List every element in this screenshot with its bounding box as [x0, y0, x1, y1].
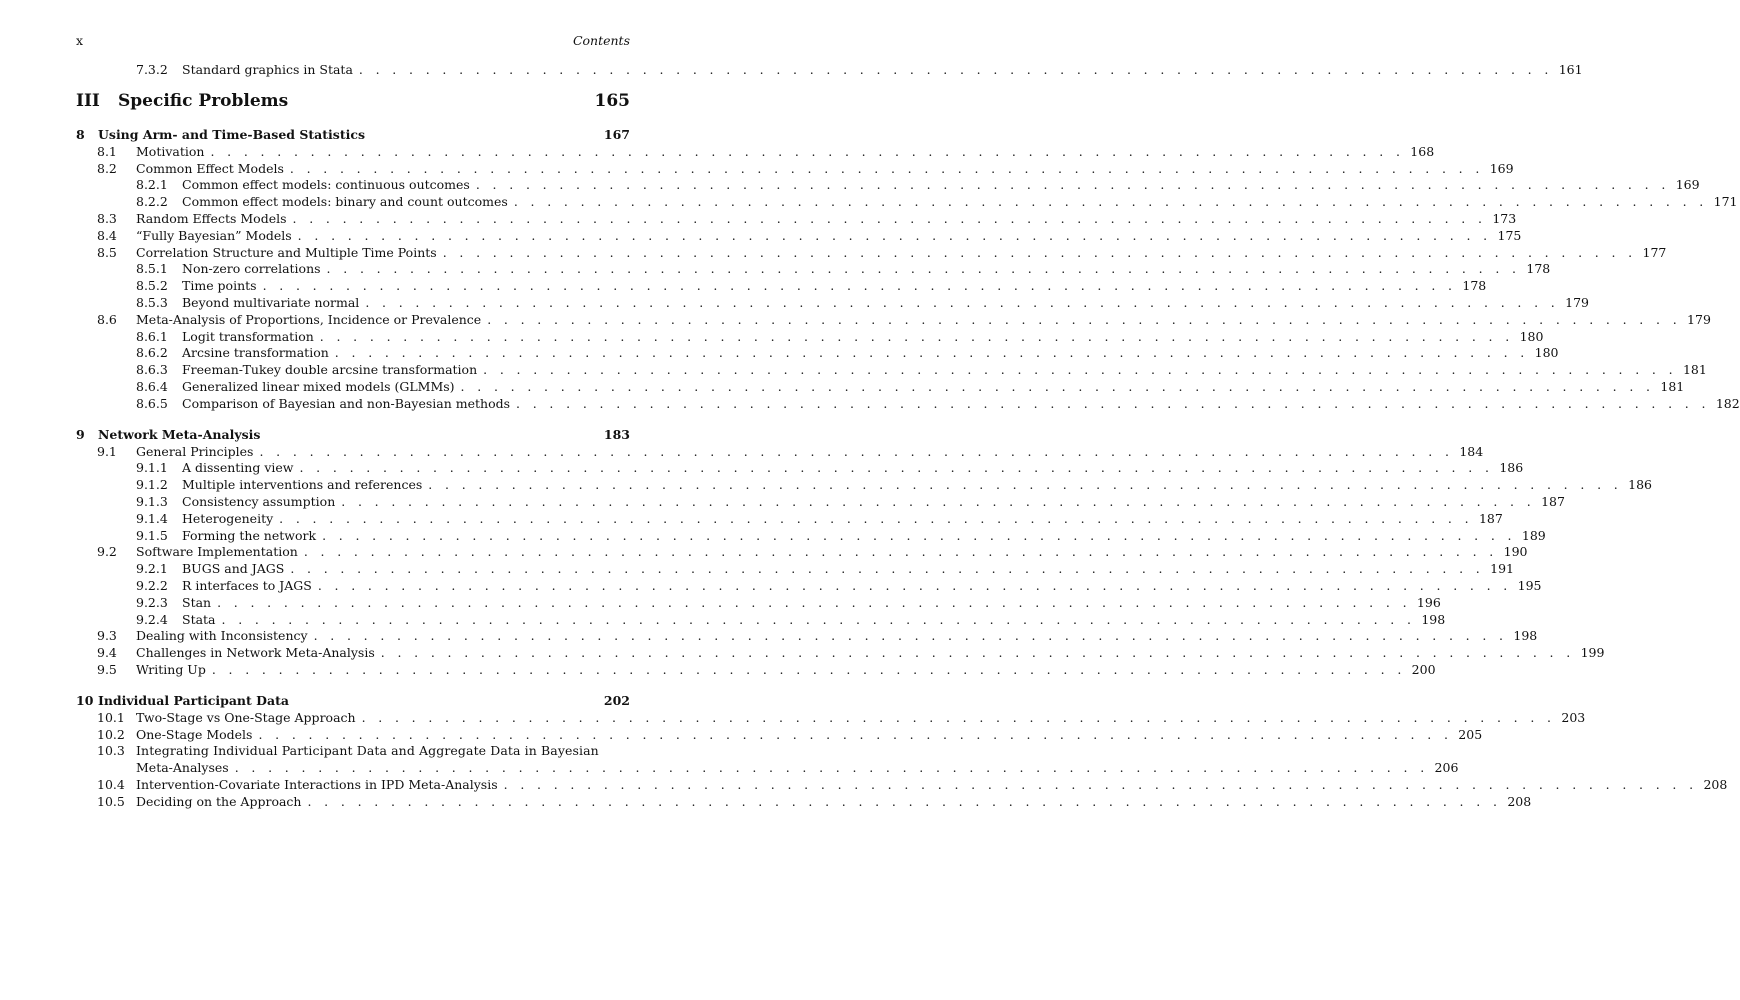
toc-entry-number: 10.5	[97, 793, 125, 809]
dot-leader: . . . . . . . . . . . . . . . . . . . . . . . . . . . . . . . . . . . . . . . . . . . . . . . . . . . . . . . . . . . . . . . . . . . . . . . .	[317, 577, 1512, 593]
dot-leader: . . . . . . . . . . . . . . . . . . . . . . . . . . . . . . . . . . . . . . . . . . . . . . . . . . . . . . . . . . . . . . . . . . . . . . . .	[442, 244, 1637, 260]
toc-entry-page: 190	[1503, 544, 1528, 560]
dot-leader: . . . . . . . . . . . . . . . . . . . . . . . . . . . . . . . . . . . . . . . . . . . . . . . . . . . . . . . . . . . . . . . . . . . . . . . .	[289, 160, 1484, 176]
toc-entry-number: 8.4	[97, 227, 117, 243]
toc-entry-number: 9.2.4	[136, 611, 168, 627]
toc-entry-section	[76, 743, 1459, 777]
toc-entry-page: 206	[1434, 760, 1459, 776]
dot-leader: . . . . . . . . . . . . . . . . . . . . . . . . . . . . . . . . . . . . . . . . . . . . . . . . . . . . . . . . . . . . . . . . . . . . . . . .	[211, 661, 1406, 677]
dot-leader: . . . . . . . . . . . . . . . . . . . . . . . . . . . . . . . . . . . . . . . . . . . . . . . . . . . . . . . . . . . . . . . . . . . . . . . .	[319, 328, 1514, 344]
toc-entry-number: 9.2.1	[136, 561, 168, 577]
dot-leader: . . . . . . . . . . . . . . . . . . . . . . . . . . . . . . . . . . . . . . . . . . . . . . . . . . . . . . . . . . . . . . . . . . . . . . . .	[313, 628, 1508, 644]
toc-entry-page: 208	[1703, 776, 1728, 792]
toc-entry-number: 8.5.3	[136, 294, 168, 310]
dot-leader: . . . . . . . . . . . . . . . . . . . . . . . . . . . . . . . . . . . . . . . . . . . . . . . . . . . . . . . . . . . . . . . . . . . . . . . .	[460, 378, 1655, 394]
dot-leader: . . . . . . . . . . . . . . . . . . . . . . . . . . . . . . . . . . . . . . . . . . . . . . . . . . . . . . . . . . . . . . . . . . . . . . . .	[361, 709, 1556, 725]
toc-entry-subsection	[76, 345, 1559, 362]
dot-leader: . . . . . . . . . . . . . . . . . . . . . . . . . . . . . . . . . . . . . . . . . . . . . . . . . . . . . . . . . . . . . . . . . . . . . . . .	[380, 645, 1575, 661]
toc-entry-page: 183	[603, 426, 630, 442]
toc-entry-title: Intervention-Covariate Interactions in IPD Meta-Analysis	[136, 776, 498, 792]
toc-entry-number: 9.1.3	[136, 493, 168, 509]
toc-entry-title: One-Stage Models	[136, 726, 253, 742]
toc-entry-page: 181	[1682, 362, 1707, 378]
toc-entry-page: 198	[1513, 628, 1538, 644]
toc-entry-title: Stan	[182, 594, 212, 610]
dot-leader: . . . . . . . . . . . . . . . . . . . . . . . . . . . . . . . . . . . . . . . . . . . . . . . . . . . . . . . . . . . . . . . . . . . . . . . .	[326, 261, 1521, 277]
toc-entry-title: Comparison of Bayesian and non-Bayesian methods	[182, 395, 511, 411]
toc-entry-title: Using Arm- and Time-Based Statistics	[98, 126, 365, 142]
dot-leader: . . . . . . . . . . . . . . . . . . . . . . . . . . . . . . . . . . . . . . . . . . . . . . . . . . . . . . . . . . . . . . . . . . . . . . . .	[428, 477, 1623, 493]
page-number-roman: x	[76, 33, 84, 48]
toc-entry-subsection	[76, 294, 1589, 312]
toc-entry-page: 198	[1421, 611, 1446, 627]
dot-leader: . . . . . . . . . . . . . . . . . . . . . . . . . . . . . . . . . . . . . . . . . . . . . . . . . . . . . . . . . . . . . . . . . . . . . . . .	[334, 345, 1529, 361]
toc-entry-section	[76, 443, 1484, 461]
toc-entry-subsection	[76, 460, 1524, 477]
toc-entry-page: 180	[1519, 328, 1544, 344]
toc-entry-page: 175	[1497, 227, 1522, 243]
dot-leader: . . . . . . . . . . . . . . . . . . . . . . . . . . . . . . . . . . . . . . . . . . . . . . . . . . . . . . . . . . . . . . . . . . . . . . . .	[475, 177, 1670, 193]
toc-entry-page: 187	[1478, 510, 1503, 526]
toc-entry-number: 8.5	[97, 244, 117, 260]
toc-entry-page: 195	[1517, 577, 1542, 593]
toc-entry-page: 169	[1489, 160, 1514, 176]
toc-entry-title: Random Effects Models	[136, 210, 287, 226]
toc-entry-number: 8.6.4	[136, 378, 168, 394]
toc-entry-page: 181	[1660, 378, 1685, 394]
dot-leader: . . . . . . . . . . . . . . . . . . . . . . . . . . . . . . . . . . . . . . . . . . . . . . . . . . . . . . . . . . . . . . . . . . . . . . . .	[516, 395, 1710, 411]
toc-entry-number: 9.4	[97, 645, 117, 661]
toc-entry-page: 165	[594, 90, 630, 111]
toc-entry-section	[76, 143, 1435, 161]
toc-entry-number: 9.1.4	[136, 510, 168, 526]
toc-entry-title: Standard graphics in Stata	[182, 62, 353, 77]
toc-entry-title: R interfaces to JAGS	[182, 577, 312, 593]
toc-entry-title: Time points	[182, 278, 257, 294]
dot-leader: . . . . . . . . . . . . . . . . . . . . . . . . . . . . . . . . . . . . . . . . . . . . . . . . . . . . . . . . . . . . . . . . . . . . . . . .	[210, 143, 1405, 159]
toc-entry-section	[76, 160, 1514, 178]
toc-entry-section	[76, 210, 1517, 228]
toc-entry-number: 8.6.1	[136, 328, 168, 344]
toc-entry-number: 9.1.1	[136, 460, 168, 476]
toc-entry-title: Network Meta-Analysis	[98, 426, 261, 442]
toc-entry-number: 9.2	[97, 544, 117, 560]
toc-entry-subsection	[76, 378, 1685, 396]
toc-entry-title: Dealing with Inconsistency	[136, 628, 308, 644]
toc-entry-number: III	[76, 90, 100, 111]
toc-entry-subsection	[76, 194, 1738, 211]
dot-leader: . . . . . . . . . . . . . . . . . . . . . . . . . . . . . . . . . . . . . . . . . . . . . . . . . . . . . . . . . . . . . . . . . . . . . . . .	[221, 611, 1416, 627]
toc-entry-title: Beyond multivariate normal	[182, 294, 360, 310]
toc-entry-subsection	[76, 477, 1652, 494]
toc-entry-title: Software Implementation	[136, 544, 298, 560]
toc-entry-page: 203	[1561, 709, 1586, 725]
toc-entry-subsection	[76, 261, 1551, 278]
toc-entry-title: Freeman-Tukey double arcsine transformation	[182, 362, 478, 378]
toc-entry-page: 171	[1713, 194, 1738, 210]
toc-entry-section	[76, 311, 1711, 329]
toc-entry-subsection	[76, 328, 1544, 346]
toc-entry-number: 8.2	[97, 160, 117, 176]
toc-entry-section	[76, 544, 1528, 561]
dot-leader: . . . . . . . . . . . . . . . . . . . . . . . . . . . . . . . . . . . . . . . . . . . . . . . . . . . . . . . . . . . . . . . . . . . . . . . .	[292, 210, 1487, 226]
page-header	[76, 33, 630, 49]
toc-entry-title: BUGS and JAGS	[182, 561, 285, 577]
toc-entry-number: 9.1	[97, 443, 117, 459]
toc-entry-title: Consistency assumption	[182, 493, 336, 509]
toc-entry-subsection	[76, 594, 1441, 612]
toc-entry-title: Individual Participant Data	[98, 692, 289, 708]
dot-leader: . . . . . . . . . . . . . . . . . . . . . . . . . . . . . . . . . . . . . . . . . . . . . . . . . . . . . . . . . . . . . . . . . . . . . . . .	[483, 362, 1677, 378]
toc-entry-number: 10.2	[97, 726, 125, 742]
toc-entry-title: Two-Stage vs One-Stage Approach	[136, 709, 356, 725]
toc-entry-number: 8.5.2	[136, 278, 168, 294]
dot-leader: . . . . . . . . . . . . . . . . . . . . . . . . . . . . . . . . . . . . . . . . . . . . . . . . . . . . . . . . . . . . . . . . . . . . . . . .	[503, 776, 1698, 792]
toc-entry-title: Arcsine transformation	[182, 345, 329, 361]
toc-entry-page: 186	[1628, 477, 1652, 493]
toc-entry-page: 169	[1675, 177, 1700, 193]
toc-entry-number: 10.3	[97, 743, 125, 759]
toc-entry-page: 179	[1687, 311, 1711, 327]
toc-entry-title: Logit transformation	[182, 328, 314, 344]
toc-entry-section	[76, 628, 1538, 645]
toc-chapter-heading	[76, 126, 630, 144]
dot-leader: . . . . . . . . . . . . . . . . . . . . . . . . . . . . . . . . . . . . . . . . . . . . . . . . . . . . . . . . . . . . . . . . . . . . . . . .	[513, 194, 1708, 210]
dot-leader: . . . . . . . . . . . . . . . . . . . . . . . . . . . . . . . . . . . . . . . . . . . . . . . . . . . . . . . . . . . . . . . . . . . . . . . .	[365, 294, 1560, 310]
toc-entry-section	[76, 244, 1667, 262]
toc-entry-page: 196	[1416, 594, 1441, 610]
toc-entry-page: 178	[1526, 261, 1551, 277]
toc-entry-page: 177	[1642, 244, 1667, 260]
toc-entry-title: Specific Problems	[118, 90, 289, 111]
toc-entry-page: 168	[1410, 143, 1435, 159]
toc-entry-section	[76, 709, 1586, 727]
dot-leader: . . . . . . . . . . . . . . . . . . . . . . . . . . . . . . . . . . . . . . . . . . . . . . . . . . . . . . . . . . . . . . . . . . . . . . . .	[341, 493, 1536, 509]
toc-entry-page: 186	[1499, 460, 1524, 476]
dot-leader: . . . . . . . . . . . . . . . . . . . . . . . . . . . . . . . . . . . . . . . . . . . . . . . . . . . . . . . . . . . . . . . . . . . . . . . .	[358, 62, 1553, 77]
toc-entry-page: 182	[1715, 395, 1740, 411]
toc-entry-number: 7.3.2	[136, 62, 168, 77]
dot-leader: . . . . . . . . . . . . . . . . . . . . . . . . . . . . . . . . . . . . . . . . . . . . . . . . . . . . . . . . . . . . . . . . . . . . . . . .	[307, 793, 1502, 809]
toc-entry-number: 9.3	[97, 628, 117, 644]
dot-leader: . . . . . . . . . . . . . . . . . . . . . . . . . . . . . . . . . . . . . . . . . . . . . . . . . . . . . . . . . . . . . . . . . . . . . . . .	[259, 443, 1454, 459]
toc-entry-subsection	[76, 611, 1446, 629]
dot-leader: . . . . . . . . . . . . . . . . . . . . . . . . . . . . . . . . . . . . . . . . . . . . . . . . . . . . . . . . . . . . . . . . . . . . . . . .	[290, 561, 1485, 577]
dot-leader: . . . . . . . . . . . . . . . . . . . . . . . . . . . . . . . . . . . . . . . . . . . . . . . . . . . . . . . . . . . . . . . . . . . . . . . .	[234, 760, 1429, 776]
toc-entry-title: A dissenting view	[182, 460, 294, 476]
toc-entry-page: 167	[603, 126, 630, 142]
toc-entry-title: Multiple interventions and references	[182, 477, 423, 493]
toc-entry-number: 8.6.3	[136, 362, 168, 378]
table-of-contents	[76, 62, 1740, 810]
dot-leader: . . . . . . . . . . . . . . . . . . . . . . . . . . . . . . . . . . . . . . . . . . . . . . . . . . . . . . . . . . . . . . . . . . . . . . . .	[279, 510, 1473, 526]
toc-entry-number: 9	[76, 426, 85, 442]
toc-chapter-heading	[76, 692, 630, 710]
dot-leader: . . . . . . . . . . . . . . . . . . . . . . . . . . . . . . . . . . . . . . . . . . . . . . . . . . . . . . . . . . . . . . . . . . . . . . . .	[258, 726, 1453, 742]
toc-entry-title: Challenges in Network Meta-Analysis	[136, 645, 375, 661]
toc-entry-page: 179	[1565, 294, 1589, 310]
toc-entry-page: 189	[1521, 527, 1546, 543]
toc-entry-number: 8.2.1	[136, 177, 168, 193]
toc-entry-section	[76, 661, 1436, 679]
dot-leader: . . . . . . . . . . . . . . . . . . . . . . . . . . . . . . . . . . . . . . . . . . . . . . . . . . . . . . . . . . . . . . . . . . . . . . . .	[487, 311, 1682, 327]
toc-entry-page: 205	[1458, 726, 1483, 742]
toc-chapter-heading	[76, 426, 630, 444]
toc-entry-title: Non-zero correlations	[182, 261, 321, 277]
toc-entry-subsection	[76, 62, 1583, 79]
toc-entry-number: 8.1	[97, 143, 117, 159]
toc-entry-subsection	[76, 278, 1487, 295]
toc-entry-number: 9.1.5	[136, 527, 168, 543]
dot-leader: . . . . . . . . . . . . . . . . . . . . . . . . . . . . . . . . . . . . . . . . . . . . . . . . . . . . . . . . . . . . . . . . . . . . . . . .	[303, 544, 1498, 560]
toc-entry-number: 9.5	[97, 661, 117, 677]
toc-entry-number: 8.3	[97, 210, 117, 226]
toc-entry-subsection	[76, 362, 1707, 379]
toc-entry-section	[76, 227, 1522, 245]
toc-entry-page: 202	[603, 692, 630, 708]
toc-entry-subsection	[76, 527, 1546, 545]
toc-entry-title: Meta-Analysis of Proportions, Incidence or Prevalence	[136, 311, 482, 327]
toc-entry-subsection	[76, 510, 1503, 528]
toc-entry-number: 8.5.1	[136, 261, 168, 277]
toc-entry-section	[76, 776, 1728, 794]
toc-entry-section	[76, 645, 1605, 662]
toc-entry-title: Correlation Structure and Multiple Time Points	[136, 244, 437, 260]
toc-entry-section	[76, 726, 1483, 744]
toc-entry-page: 180	[1534, 345, 1559, 361]
toc-entry-title: General Principles	[136, 443, 254, 459]
toc-entry-number: 8.6	[97, 311, 117, 327]
dot-leader: . . . . . . . . . . . . . . . . . . . . . . . . . . . . . . . . . . . . . . . . . . . . . . . . . . . . . . . . . . . . . . . . . . . . . . . .	[322, 527, 1516, 543]
toc-entry-number: 10.4	[97, 776, 125, 792]
toc-entry-title: Common effect models: continuous outcomes	[182, 177, 470, 193]
toc-entry-title: Stata	[182, 611, 216, 627]
toc-entry-subsection	[76, 395, 1740, 413]
toc-entry-page: 199	[1580, 645, 1605, 661]
toc-entry-title: Forming the network	[182, 527, 317, 543]
toc-entry-number: 9.1.2	[136, 477, 168, 493]
toc-entry-number: 10	[76, 692, 94, 708]
toc-entry-page: 208	[1507, 793, 1532, 809]
toc-entry-title: Motivation	[136, 143, 205, 159]
toc-entry-page: 178	[1462, 278, 1487, 294]
toc-entry-page: 200	[1411, 661, 1436, 677]
toc-entry-page: 184	[1459, 443, 1484, 459]
toc-entry-title: “Fully Bayesian” Models	[136, 227, 292, 243]
running-title: Contents	[572, 33, 630, 48]
toc-entry-page: 191	[1490, 561, 1514, 577]
toc-part-heading	[76, 89, 630, 113]
toc-entry-section	[76, 793, 1532, 811]
toc-entry-number: 9.2.2	[136, 577, 168, 593]
toc-entry-number: 9.2.3	[136, 594, 168, 610]
toc-entry-number: 8	[76, 126, 85, 142]
dot-leader: . . . . . . . . . . . . . . . . . . . . . . . . . . . . . . . . . . . . . . . . . . . . . . . . . . . . . . . . . . . . . . . . . . . . . . . .	[299, 460, 1494, 476]
toc-entry-title: Common effect models: binary and count outcomes	[182, 194, 508, 210]
toc-entry-page: 187	[1541, 493, 1565, 509]
dot-leader: . . . . . . . . . . . . . . . . . . . . . . . . . . . . . . . . . . . . . . . . . . . . . . . . . . . . . . . . . . . . . . . . . . . . . . . .	[297, 227, 1492, 243]
toc-entry-title: Writing Up	[136, 661, 206, 677]
toc-entry-subsection	[76, 177, 1700, 194]
toc-entry-number: 8.6.2	[136, 345, 168, 361]
toc-entry-number: 8.2.2	[136, 194, 168, 210]
dot-leader: . . . . . . . . . . . . . . . . . . . . . . . . . . . . . . . . . . . . . . . . . . . . . . . . . . . . . . . . . . . . . . . . . . . . . . . .	[217, 594, 1411, 610]
toc-entry-title: Common Effect Models	[136, 160, 284, 176]
dot-leader: . . . . . . . . . . . . . . . . . . . . . . . . . . . . . . . . . . . . . . . . . . . . . . . . . . . . . . . . . . . . . . . . . . . . . . . .	[262, 278, 1457, 294]
toc-entry-title: Generalized linear mixed models (GLMMs)	[182, 378, 455, 394]
toc-entry-number: 10.1	[97, 709, 125, 725]
toc-entry-subsection	[76, 577, 1542, 595]
toc-entry-page: 161	[1558, 62, 1583, 77]
toc-entry-page: 173	[1492, 210, 1517, 226]
toc-entry-number: 8.6.5	[136, 395, 168, 411]
toc-entry-subsection	[76, 493, 1565, 511]
toc-entry-title: Deciding on the Approach	[136, 793, 302, 809]
toc-entry-subsection	[76, 561, 1514, 578]
toc-entry-title: Integrating Individual Participant Data and Aggregate Data in Bayesian	[136, 743, 599, 759]
toc-entry-title-continued: Meta-Analyses	[136, 760, 229, 776]
toc-entry-title: Heterogeneity	[182, 510, 274, 526]
